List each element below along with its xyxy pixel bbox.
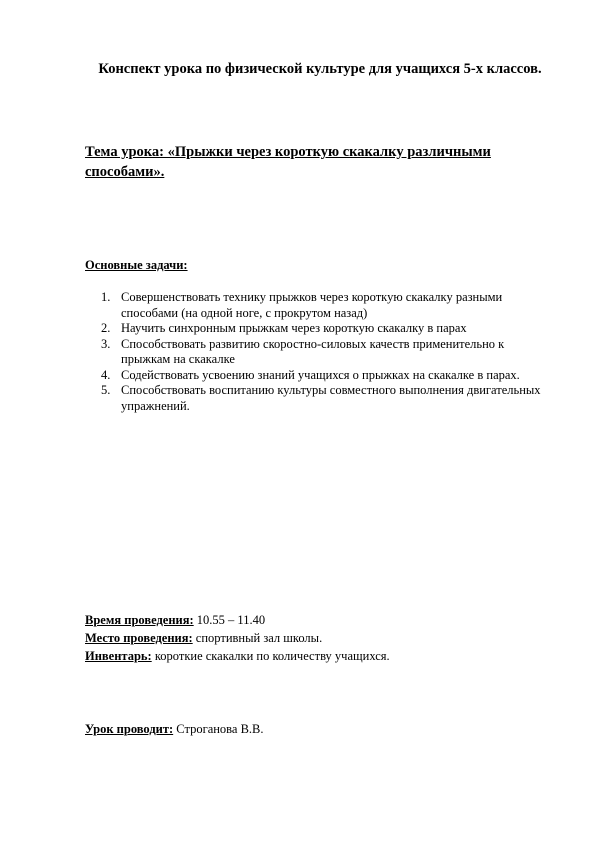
task-number: 5.	[101, 383, 111, 397]
task-number: 4.	[101, 367, 111, 382]
task-text: Совершенствовать технику прыжков через короткую скакалку разными способами (на одной ноге, с прокрутом назад)	[121, 290, 503, 320]
tasks-heading: Основные задачи:	[85, 258, 188, 272]
task-text: Способствовать воспитанию культуры совместного выполнения двигательных упражнений.	[121, 383, 541, 413]
lesson-info	[85, 611, 555, 665]
task-text: Содействовать усвоению знаний учащихся о прыжках на скакалке в парах.	[121, 367, 520, 382]
task-item	[101, 368, 546, 384]
task-text: Научить синхронным прыжкам через короткую скакалку в парах	[121, 321, 467, 335]
tasks-list	[101, 290, 546, 414]
time-label: Время проведения:	[85, 613, 194, 627]
task-item	[101, 383, 546, 414]
task-number: 1.	[101, 290, 111, 304]
teacher-value: Строганова В.В.	[173, 722, 264, 736]
teacher-row	[85, 720, 555, 738]
time-value: 10.55 – 11.40	[193, 613, 266, 627]
task-item	[101, 290, 546, 321]
equipment-value: короткие скакалки по количеству учащихся.	[151, 649, 390, 663]
task-item	[101, 337, 546, 368]
place-row	[85, 629, 555, 647]
equipment-label: Инвентарь:	[85, 649, 152, 663]
teacher-label: Урок проводит:	[85, 722, 174, 736]
task-number: 2.	[101, 321, 111, 335]
document-title: Конспект урока по физической культуре для учащихся 5-х классов.	[98, 61, 542, 77]
task-text: Способствовать развитию скоростно-силовых качеств применительно к прыжкам на скакалке	[121, 336, 505, 366]
place-label: Место проведения:	[85, 631, 193, 645]
lesson-topic: Тема урока: «Прыжки через короткую скакалку различными способами».	[85, 144, 491, 180]
place-value: спортивный зал школы.	[192, 631, 323, 645]
time-row	[85, 611, 555, 629]
task-number: 3.	[101, 336, 111, 351]
equipment-row	[85, 647, 555, 665]
task-item	[101, 321, 546, 337]
